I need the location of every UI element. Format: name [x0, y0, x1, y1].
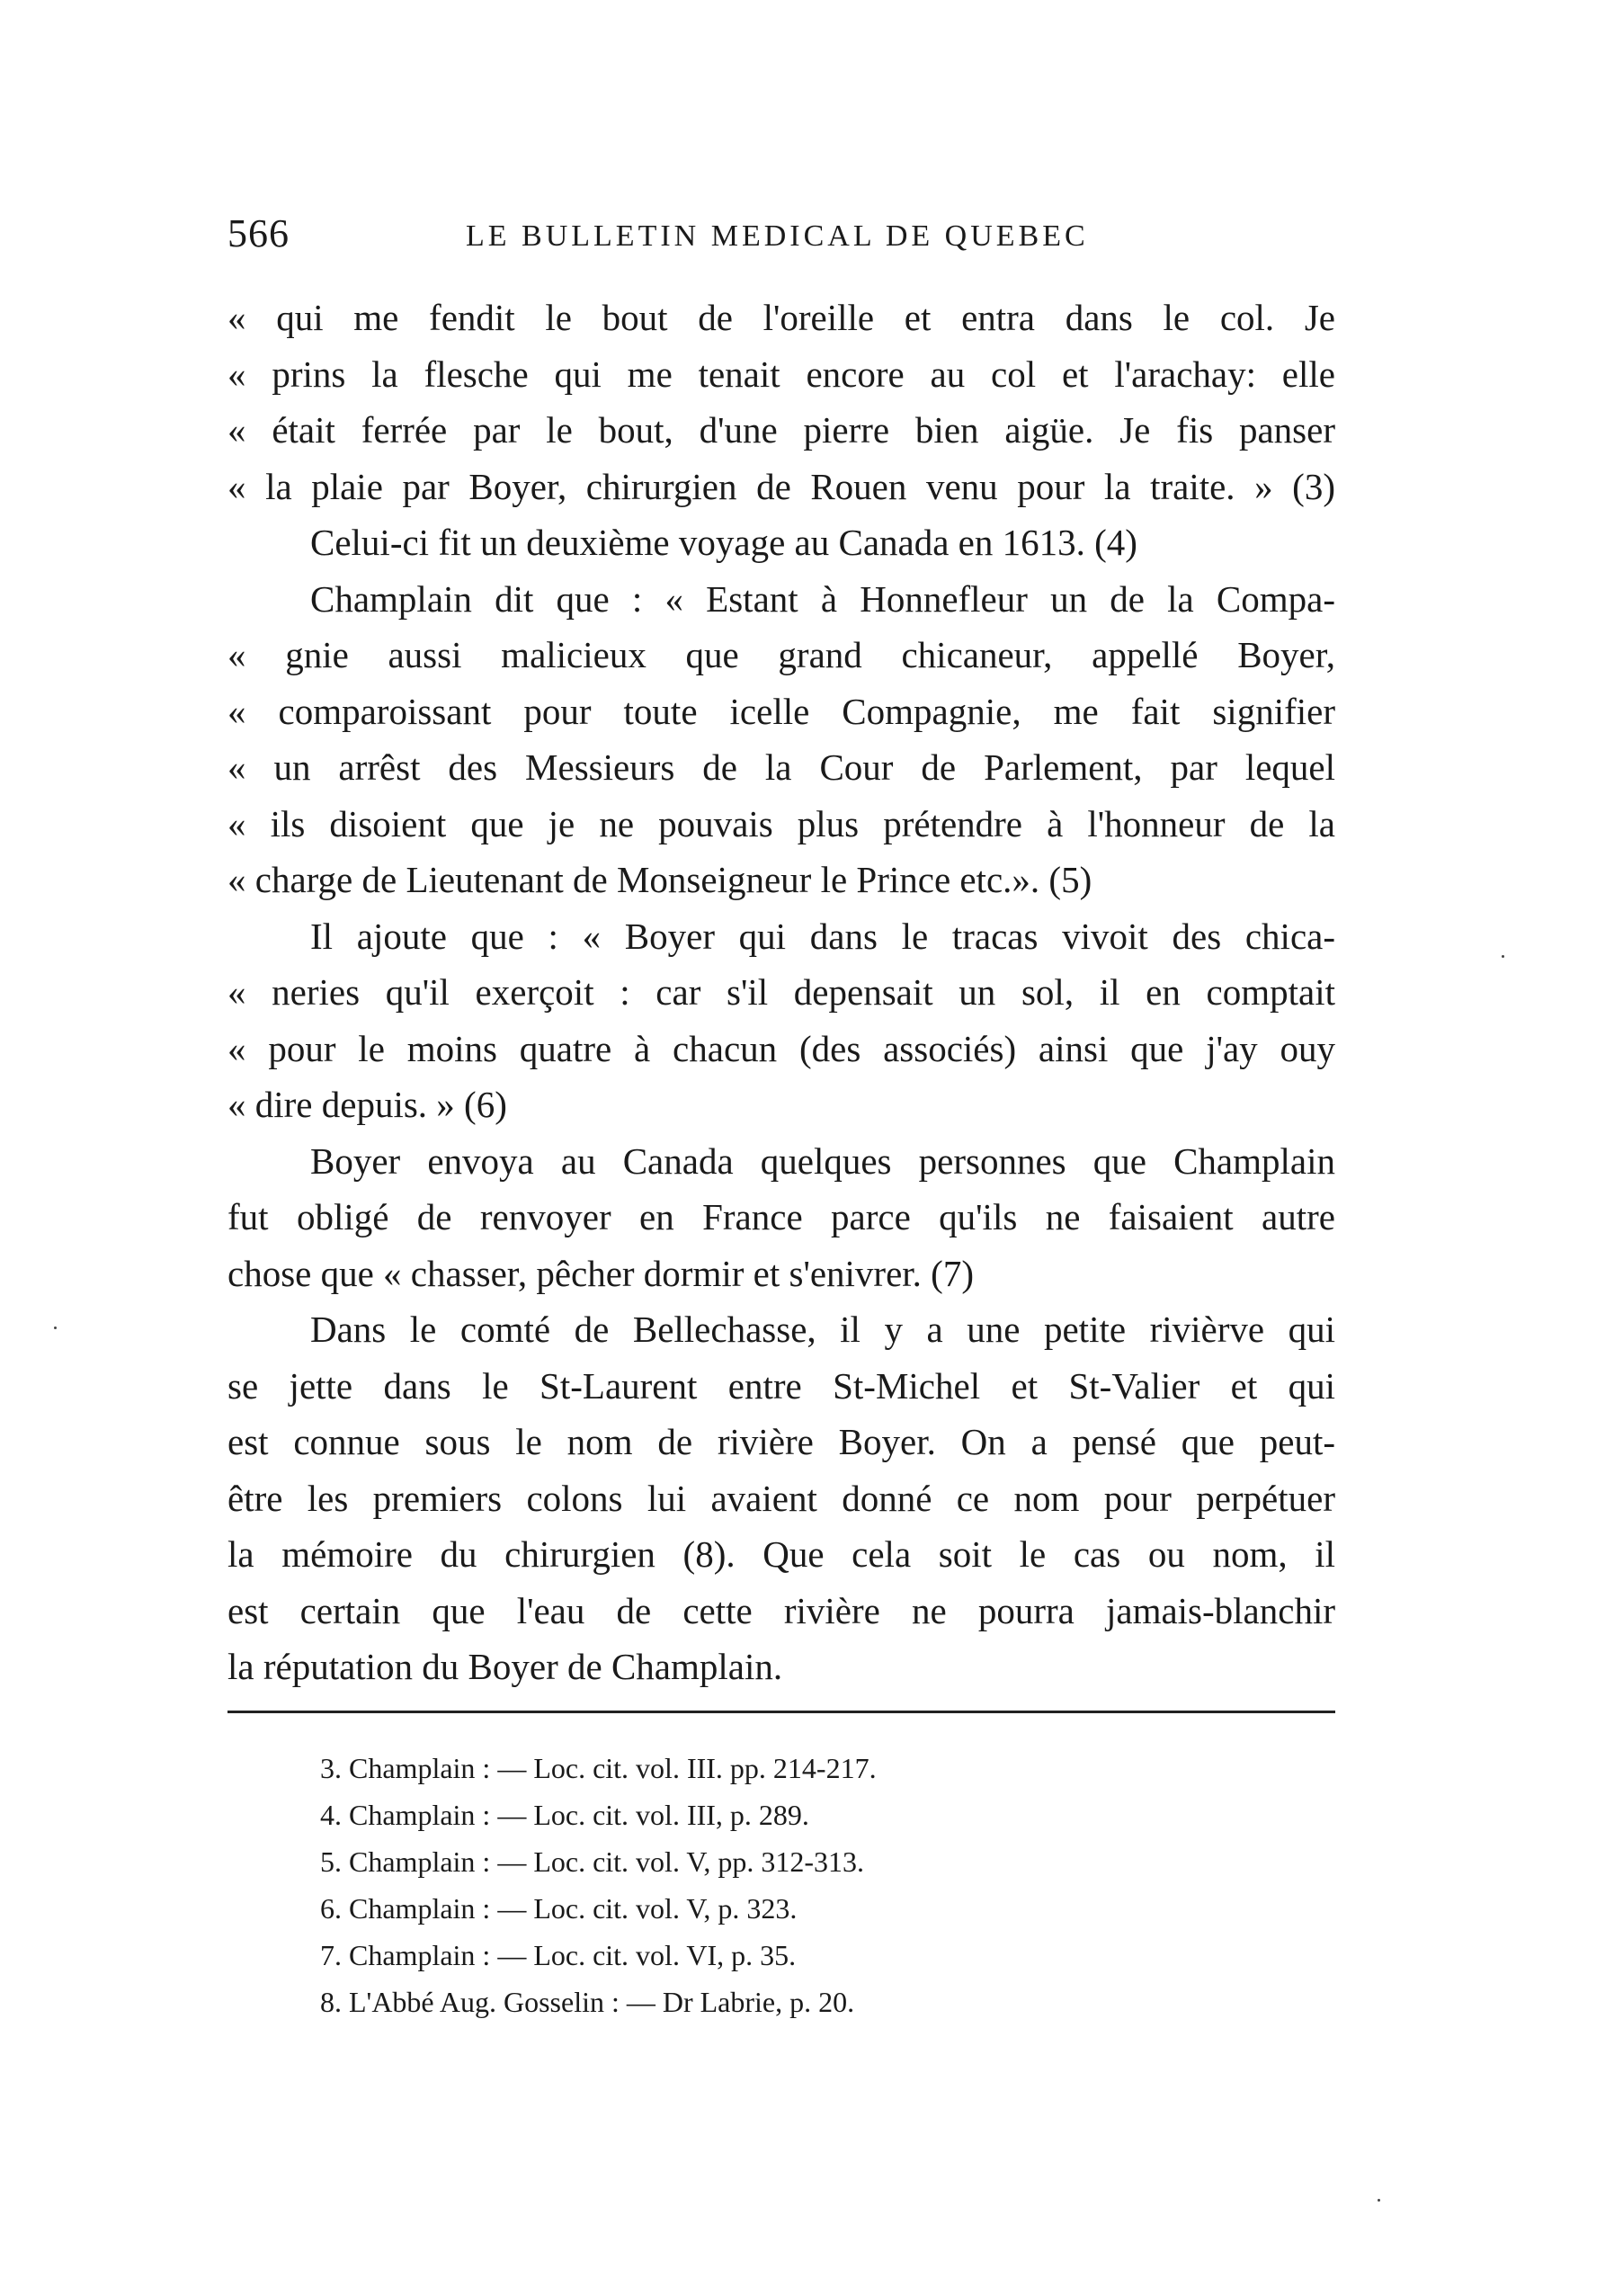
text-line: « gnie aussi malicieux que grand chicaneur, appellé Boyer,: [227, 634, 1335, 675]
text-line: « qui me fendit le bout de l'oreille et entra dans le col. Je: [227, 297, 1335, 338]
text-line: « la plaie par Boyer, chirurgien de Rouen venu pour la traite. » (3): [227, 465, 1335, 507]
scan-speck: [1378, 2199, 1380, 2202]
text-line: être les premiers colons lui avaient donné ce nom pour perpétuer: [227, 1477, 1335, 1519]
running-title: LE BULLETIN MEDICAL DE QUEBEC: [466, 219, 1089, 253]
text-line: Dans le comté de Bellechasse, il y a une petite rivièrve qui: [310, 1309, 1335, 1350]
text-line: « neries qu'il exerçoit : car s'il depensait un sol, il en comptait: [227, 971, 1335, 1013]
text-line: la mémoire du chirurgien (8). Que cela soit le cas ou nom, il: [227, 1533, 1335, 1575]
footnote: 6. Champlain : — Loc. cit. vol. V, p. 323.: [320, 1892, 798, 1925]
scan-speck: [1502, 955, 1504, 958]
footnote-separator: [227, 1711, 1335, 1713]
text-line: est certain que l'eau de cette rivière ne pourra jamais-blanchir: [227, 1589, 1335, 1631]
footnote: 4. Champlain : — Loc. cit. vol. III, p. 289.: [320, 1799, 809, 1831]
footnote: 8. L'Abbé Aug. Gosselin : — Dr Labrie, p. 20.: [320, 1986, 855, 2018]
text-line: « était ferrée par le bout, d'une pierre bien aigüe. Je fis panser: [227, 409, 1335, 451]
text-line: fut obligé de renvoyer en France parce qu'ils ne faisaient autre: [227, 1196, 1335, 1237]
footnote: 5. Champlain : — Loc. cit. vol. V, pp. 312-313.: [320, 1845, 864, 1878]
text-line: « charge de Lieutenant de Monseigneur le Prince etc.». (5): [227, 859, 1092, 900]
scan-speck: [54, 1327, 57, 1329]
text-line: Champlain dit que : « Estant à Honnefleur un de la Compa-: [310, 577, 1335, 620]
footnotes: [320, 1745, 877, 2025]
page-number: 566: [227, 211, 290, 255]
text-line: « comparoissant pour toute icelle Compagnie, me fait signifier: [227, 690, 1335, 732]
page-header: [227, 210, 1344, 264]
text-line: est connue sous le nom de rivière Boyer. On a pensé que peut-: [227, 1421, 1335, 1462]
text-line: Boyer envoya au Canada quelques personnes que Champlain: [310, 1139, 1335, 1182]
text-line: « pour le moins quatre à chacun (des associés) ainsi que j'ay ouy: [227, 1027, 1335, 1069]
body-text: [227, 290, 1335, 1695]
text-line: la réputation du Boyer de Champlain.: [227, 1646, 783, 1687]
text-line: Il ajoute que : « Boyer qui dans le tracas vivoit des chica-: [310, 915, 1335, 957]
text-line: chose que « chasser, pêcher dormir et s'enivrer. (7): [227, 1252, 974, 1294]
text-line: « un arrêst des Messieurs de la Cour de Parlement, par lequel: [227, 746, 1335, 788]
text-line: Celui-ci fit un deuxième voyage au Canada en 1613. (4): [310, 522, 1137, 563]
text-line: se jette dans le St-Laurent entre St-Michel et St-Valier et qui: [227, 1364, 1335, 1407]
text-line: « prins la flesche qui me tenait encore au col et l'arachay: elle: [227, 353, 1335, 395]
footnote: 7. Champlain : — Loc. cit. vol. VI, p. 35.: [320, 1939, 797, 1971]
footnote: 3. Champlain : — Loc. cit. vol. III. pp. 214-217.: [320, 1752, 877, 1784]
text-line: « ils disoient que je ne pouvais plus prétendre à l'honneur de la: [227, 802, 1335, 844]
text-line: « dire depuis. » (6): [227, 1084, 507, 1125]
